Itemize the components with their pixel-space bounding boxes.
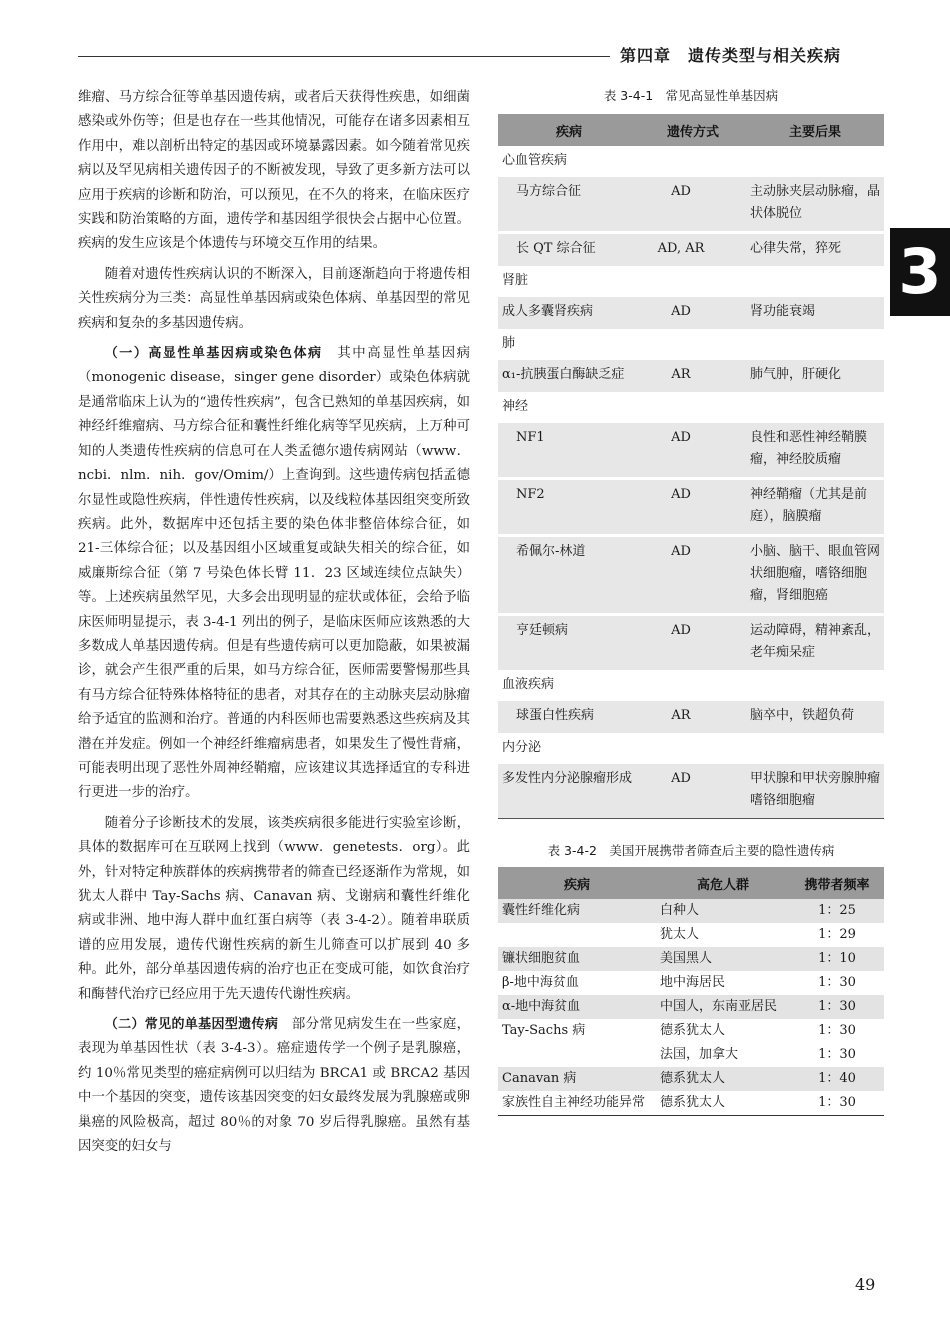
table-row [498,479,884,536]
result-cell: 主动脉夹层动脉瘤，晶状体脱位 [746,176,884,233]
disease-cell: NF1 [498,422,640,479]
population-cell: 美国黑人 [656,947,790,971]
frequency-cell: 1：30 [818,1095,856,1110]
mode-cell: AR [640,359,746,393]
disease-cell: 家族性自主神经功能异常 [502,1095,646,1110]
mode-cell: AD, AR [640,233,746,267]
category-label: 肺 [498,329,884,359]
disease-cell: β-地中海贫血 [502,975,579,990]
left-column [78,86,470,1165]
category-label: 心血管疾病 [498,146,884,176]
category-label: 内分泌 [498,733,884,763]
result-cell: 脑卒中，铁超负荷 [746,700,884,734]
table-row [498,296,884,330]
paragraph: 随着分子诊断技术的发展，该类疾病很多能进行实验室诊断，具体的数据库可在互联网上找到（www．genetests．org）。此外，针对特定种族群体的疾病携带者的筛查已经逐渐作为常规，如犹太人群中 Tay-Sachs 病、Canavan 病、戈谢病和囊性纤维化病或非洲、地中海人群中血红蛋白病等（表 3-4-2）。随着串联质谱的应用发展，遗传代谢性疾病的新生儿筛查可以扩展到 40 多种。此外，部分单基因遗传病的治疗也正在变成可能，如饮食治疗和酶替代治疗已经应用于先天遗传代谢性疾病。 [78,815,470,1002]
disease-cell: Canavan 病 [498,1067,656,1091]
population-cell: 德系犹太人 [656,1067,790,1091]
mode-cell: AD [640,422,746,479]
disease-cell [498,1043,656,1067]
disease-cell: Tay-Sachs 病 [502,1023,586,1038]
disease-cell: NF2 [498,479,640,536]
table-row [498,422,884,479]
column-header: 高危人群 [656,867,790,899]
mode-cell: AR [640,700,746,734]
disease-cell: α₁-抗胰蛋白酶缺乏症 [498,359,640,393]
population-cell: 犹太人 [660,927,700,942]
table-row [498,615,884,671]
column-header: 携带者频率 [790,867,884,899]
section-heading: （二）常见的单基因型遗传病 [104,1017,279,1033]
column-header: 疾病 [498,114,640,146]
paragraph [78,1013,470,1159]
frequency-cell: 1：29 [818,927,856,942]
frequency-cell: 1：30 [818,1047,856,1062]
table-row [498,1091,884,1116]
result-cell: 神经鞘瘤（尤其是前庭），脑膜瘤 [746,479,884,536]
section-heading: （一）高显性单基因病或染色体病 [104,346,323,362]
table-recessive-diseases [498,867,884,1116]
frequency-cell: 1：10 [790,947,884,971]
header-rule [78,56,610,57]
table-row [498,923,884,947]
result-cell: 小脑、脑干、眼血管网状细胞瘤，嗜铬细胞瘤，肾细胞癌 [746,536,884,615]
chapter-title: 第四章 遗传类型与相关疾病 [620,46,842,65]
table-row [498,995,884,1019]
paragraph: 维瘤、马方综合征等单基因遗传病，或者后天获得性疾患，如细菌感染或外伤等；但是也存在一些其他情况，可能存在诸多因素相互作用中，难以剖析出特定的基因或环境暴露因素。如今随着常见疾病以及罕见病相关遗传因子的不断被发现，导致了更多新方法可以应用于疾病的诊断和防治，可以预见，在不久的将来，在临床医疗实践和防治策略的方面，遗传学和基因组学很快会占据中心位置。疾病的发生应该是个体遗传与环境交互作用的结果。 [78,90,470,252]
population-cell: 德系犹太人 [660,1095,726,1110]
frequency-cell: 1：30 [818,975,856,990]
frequency-cell: 1：30 [818,1023,856,1038]
disease-cell: 亨廷顿病 [498,615,640,671]
disease-cell: α-地中海贫血 [498,995,656,1019]
disease-cell: 镰状细胞贫血 [498,947,656,971]
disease-cell [498,923,656,947]
right-column [498,86,884,1116]
page-number: 49 [855,1275,876,1294]
disease-cell: 长 QT 综合征 [498,233,640,267]
result-cell: 良性和恶性神经鞘膜瘤，神经胶质瘤 [746,422,884,479]
table-caption: 表 3-4-1 常见高显性单基因病 [603,88,779,103]
disease-cell: 希佩尔-林道 [498,536,640,615]
mode-cell: AD [640,176,746,233]
result-cell: 肺气肿，肝硬化 [746,359,884,393]
population-cell: 德系犹太人 [660,1023,726,1038]
result-cell: 心律失常，猝死 [746,233,884,267]
table-row [498,1019,884,1043]
disease-cell: 成人多囊肾疾病 [498,296,640,330]
population-cell: 白种人 [656,899,790,923]
result-cell: 运动障碍，精神紊乱，老年痴呆症 [746,615,884,671]
paragraph [78,342,470,806]
paragraph-text: 部分常见病发生在一些家庭，表现为单基因性状（表 3-4-3）。癌症遗传学一个例子是乳腺癌，约 10％常见类型的癌症病例可以归结为 BRCA1 或 BRCA2 基因中一个基因的突变，遗传该基因突变的妇女最终发展为乳腺癌或卵巢癌的风险极高，超过 80％的对象 70 岁后得乳腺癌。虽然有基因突变的妇女与 [78,1017,471,1155]
disease-cell: 多发性内分泌腺瘤形成 [498,763,640,819]
table-row [498,700,884,734]
population-cell: 法国，加拿大 [660,1047,739,1062]
disease-cell: 马方综合征 [498,176,640,233]
column-header: 疾病 [498,867,656,899]
table-caption: 表 3-4-2 美国开展携带者筛查后主要的隐性遗传病 [547,843,835,858]
category-label: 神经 [498,392,884,422]
table-row [498,763,884,819]
population-cell: 地中海居民 [660,975,726,990]
frequency-cell: 1：25 [790,899,884,923]
result-cell: 甲状腺和甲状旁腺肿瘤嗜铬细胞瘤 [746,763,884,819]
frequency-cell: 1：30 [790,995,884,1019]
table-row [498,536,884,615]
column-header: 遗传方式 [640,114,746,146]
mode-cell: AD [640,296,746,330]
paragraph-text: 其中高显性单基因病（monogenic disease，singer gene disorder）或染色体病就是通常临床上认为的“遗传性疾病”，包含已熟知的单基因疾病，如神经纤维瘤病、马方综合征和囊性纤维化病等罕见疾病，上万种可知的人类遗传性疾病的信息可在人类孟德尔遗传病网站（www．ncbi．nlm．nih．gov/Omim/）上查询到。这些遗传病包括孟德尔显性或隐性疾病，伴性遗传性疾病，以及线粒体基因组突变所致疾病。此外，数据库中还包括主要的染色体非整倍体综合征，如 21-三体综合征；以及基因组小区域重复或缺失相关的综合征，如威廉斯综合征（第 7 号染色体长臂 11．23 区域连续位点缺失）等。上述疾病虽然罕见，大多会出现明显的症状或体征，会给予临床医师明显提示，表 3-4-1 列出的例子，是临床医师应该熟悉的大多数成人单基因遗传病。但是有些遗传病可以更加隐蔽，如果被漏诊，就会产生很严重的后果，如马方综合征，医师需要警惕那些具有马方综合征特殊体格特征的患者，对其存在的主动脉夹层动脉瘤给予适宜的监测和治疗。普通的内科医师也需要熟悉这些疾病及其潜在并发症。例如一个神经纤维瘤病患者，如果发生了慢性背痛，可能表明出现了恶性外周神经鞘瘤，应该建议其选择适宜的专科进行更进一步的治疗。 [78,346,470,801]
mode-cell: AD [640,763,746,819]
table-row [498,359,884,393]
table-row [498,1067,884,1091]
category-label: 肾脏 [498,266,884,296]
table-row [498,947,884,971]
table-dominant-diseases [498,114,884,819]
disease-cell: 球蛋白性疾病 [498,700,640,734]
frequency-cell: 1：40 [790,1067,884,1091]
paragraph: 随着对遗传性疾病认识的不断深入，目前逐渐趋向于将遗传相关性疾病分为三类：高显性单基因病或染色体病、单基因型的常见疾病和复杂的多基因遗传病。 [78,266,470,331]
table-row [498,899,884,923]
chapter-tab-marker: 3 [890,228,950,316]
result-cell: 肾功能衰竭 [746,296,884,330]
mode-cell: AD [640,615,746,671]
mode-cell: AD [640,536,746,615]
table-row [498,971,884,995]
category-label: 血液疾病 [498,670,884,700]
table-row [498,176,884,233]
mode-cell: AD [640,479,746,536]
column-header: 主要后果 [746,114,884,146]
disease-cell: 囊性纤维化病 [498,899,656,923]
table-row [498,233,884,267]
population-cell: 中国人，东南亚居民 [656,995,790,1019]
table-row [498,1043,884,1067]
